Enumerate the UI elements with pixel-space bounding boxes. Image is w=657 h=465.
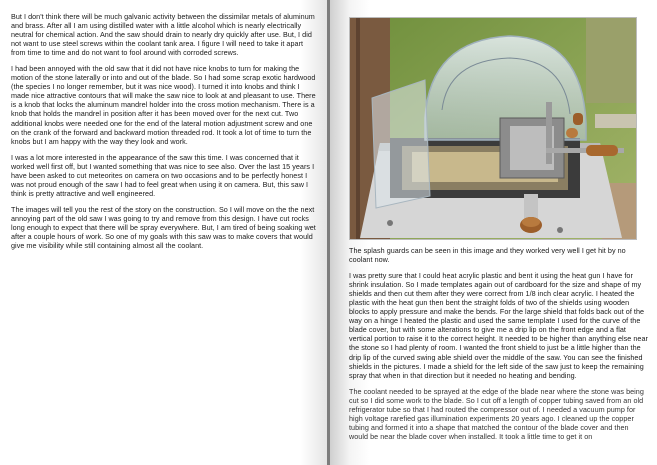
right-page: [330, 0, 657, 465]
left-paragraph-4: The images will tell you the rest of the story on the construction. So I will move on the the next annoying part of the old saw I was going to try and remove from this design. I have cut rocks long enough to expect that there will be spray everywhere. But, I am tired of being soaking wet after a couple hours of work. So one of my goals with this saw was to make covers that would give me visibility while still containing almost all the coolant.: [11, 204, 316, 251]
photo-caption: The splash guards can be seen in this image and they worked very well I get hit by no coolant now.: [349, 246, 626, 265]
left-paragraph-3: I was a lot more interested in the appearance of the saw this time. I was concerned that it worked well first off, but I wanted something that was nice to see also. Over the last 15 years I have been asked to cut meteorites on camera on two occasions and to be perfectly honest I was not proud enough of the saw I had to feel great when using it on camera. But, this saw I think is pretty attractive and well engineered.: [11, 152, 315, 198]
right-paragraph-2: The coolant needed to be sprayed at the edge of the blade near where the stone was being cut so I did some work to the blade. So I cut off a length of copper tubing saved from an old refrigerator tube so that I had routed the compressor out of. I needed a vacuum pump for high voltage rarefied gas illumination experiments 20 years ago. I cleaned up the copper tubing and formed it into a shape that matched the contour of the blade cover and then would be near the blade cover when installed. It took a little time to get it on: [349, 386, 644, 441]
right-paragraph-1: I was pretty sure that I could heat acrylic plastic and bent it using the heat gun I have for shrink insulation. So I made templates again out of cardboard for the size and shape of my shields and then cut them after they were correct from 1/8 inch clear acrylic. I heated the plastic with the heat gun then bent the straight folds of two of the shields using wooden blocks to apply pressure and make the bends. For the large shield that folds back out of the way on a hinge I heated the plastic and used the same template I used for the curve of the blade cover, but with some alterations to give me a drip lip on the front edge and a flat vertical portion to raise it to the correct height. It needed to be higher than anything else near the stone so I had plenty of room. I wanted the front shield to just be a little higher than the drip lip of the curved swing able shield over the middle of the saw. You can see the finished shields in the pictures. I made a shield for the left side of the saw just to keep the remaining spray that when in that direction but it needed no heating and bending.: [349, 271, 648, 380]
left-paragraph-1: But I don't think there will be much galvanic activity between the dissimilar metals of aluminum and brass. After all I am using distilled water with a little alcohol which is nearly electrically neutral for chemical action. And the saw should drain to nearly dry quickly after use. But, I did not want to use steel screws within the coolant tank area. I figure I will need to take it apart from time to time and do not want to fool around with corroded screws.: [11, 12, 315, 58]
left-paragraph-2: I had been annoyed with the old saw that it did not have nice knobs to turn for making the motion of the stone laterally or into and out of the blade. So I had some scrap exotic hardwood (the species I no longer remember, but it was nice wood). I turned it into knobs and think I made nice attractive contours that will make the saw nice to look at and pleasant to use. There is a knob that locks the aluminum mandrel holder into the cross motion mechanism. There is a knob that holds the mandrel in position after it has been moved over for the next cut. Two additional knobs were needed one for the end of the lateral motion adjustment screw and one on the crank of the forward and backward motion threaded rod. It took a lot of time to turn the knobs but I am happy with the way they look and work.: [11, 64, 316, 146]
saw-photo: [349, 17, 637, 240]
left-page: [0, 0, 327, 465]
